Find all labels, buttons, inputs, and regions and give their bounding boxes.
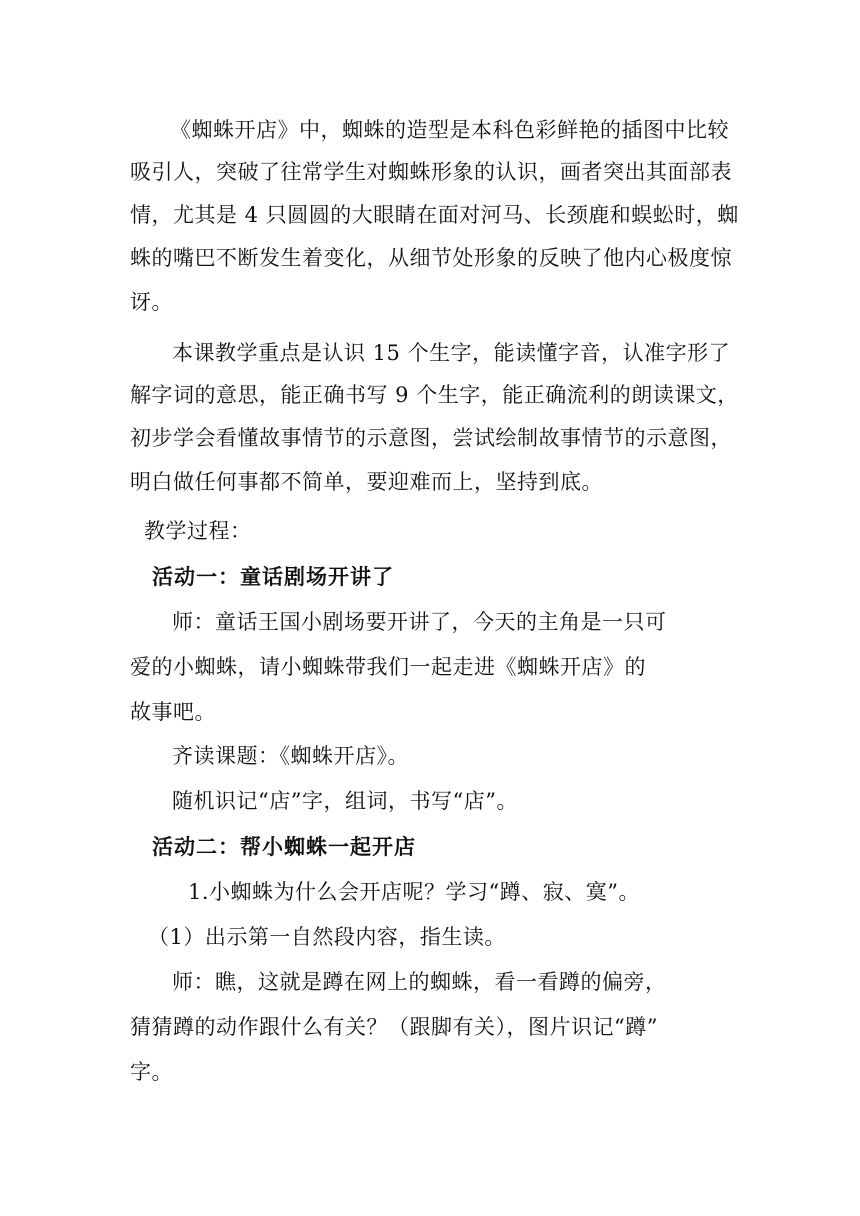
activity2-question-1: 1.小蜘蛛为什么会开店呢？学习“蹲、寂、寞”。 [188,880,641,904]
para2-line-1: 本课教学重点是认识 15 个生字，能读懂字音，认准字形了 [172,341,731,365]
para1-line-5: 讶。 [130,290,173,314]
para1-line-2: 吸引人，突破了往常学生对蜘蛛形象的认识，画者突出其面部表 [130,160,732,184]
activity2-teacher-line-1: 师：瞧，这就是蹲在网上的蜘蛛，看一看蹲的偏旁， [172,970,667,994]
para1-line-1: 《蜘蛛开店》中，蜘蛛的造型是本科色彩鲜艳的插图中比较 [170,118,729,142]
activity1-teacher-line-3: 故事吧。 [130,700,216,724]
activity2-heading: 活动二：帮小蜘蛛一起开店 [152,835,416,859]
para2-line-3: 初步学会看懂故事情节的示意图，尝试绘制故事情节的示意图， [130,426,732,450]
para1-line-3: 情，尤其是 4 只圆圆的大眼睛在面对河马、长颈鹿和蜈蚣时，蜘 [130,203,739,227]
activity1-teacher-line-1: 师：童话王国小剧场要开讲了，今天的主角是一只可 [172,610,667,634]
activity1-recognize: 随机识记“店”字，组词，书写“店”。 [172,789,518,813]
para2-line-2: 解字词的意思，能正确书写 9 个生字，能正确流利的朗读课文， [130,383,739,407]
activity1-heading: 活动一：童话剧场开讲了 [152,565,394,589]
teaching-process-label: 教学过程： [144,519,252,543]
activity2-teacher-line-2: 猜猜蹲的动作跟什么有关？（跟脚有关），图片识记“蹲” [130,1015,658,1039]
activity2-teacher-line-3: 字。 [130,1060,173,1084]
para1-line-4: 蛛的嘴巴不断发生着变化，从细节处形象的反映了他内心极度惊 [130,246,732,270]
activity1-teacher-line-2: 爱的小蜘蛛，请小蜘蛛带我们一起走进《蜘蛛开店》的 [130,655,646,679]
activity2-step-1: （1）出示第一自然段内容，指生读。 [148,925,506,949]
activity1-read-title: 齐读课题：《蜘蛛开店》。 [172,744,409,768]
para2-line-4: 明白做任何事都不简单，要迎难而上，坚持到底。 [130,470,603,494]
